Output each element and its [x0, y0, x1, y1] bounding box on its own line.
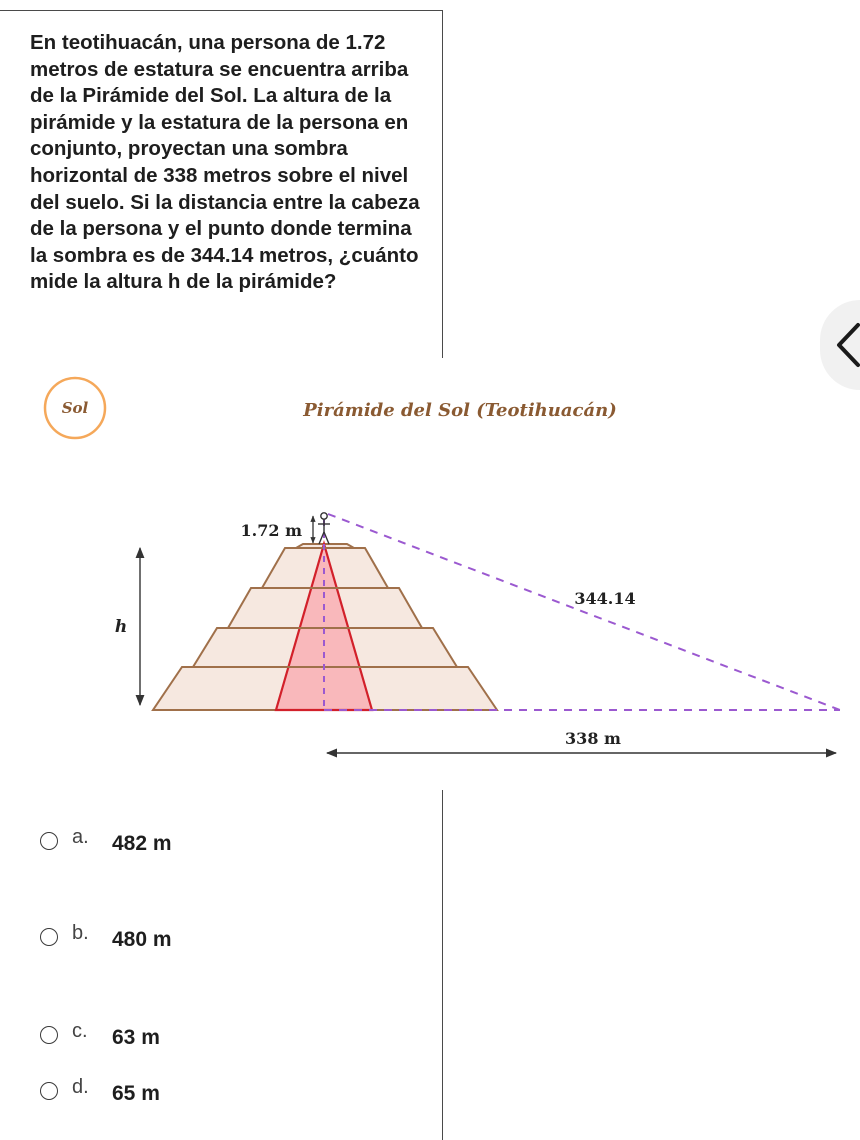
option-d[interactable]: [40, 1070, 340, 1110]
question-frame-top-border: [0, 10, 442, 11]
hypotenuse-label: 344.14: [574, 589, 636, 608]
option-a[interactable]: [40, 820, 340, 860]
option-letter: d.: [72, 1076, 89, 1098]
answers-frame-right-border: [442, 790, 443, 1140]
option-text: 65 m: [112, 1082, 160, 1105]
question-text: En teotihuacán, una persona de 1.72 metros de estatura se encuentra arriba de la Pirámide del Sol. La altura de la pirámide y la estatura de la persona en conjunto, proyectan una sombra horizontal de 338 metros sobre el nivel del suelo. Si la distancia entre la cabeza de la persona y el punto donde termina la sombra es de 344.14 metros, ¿cuánto mide la altura h de la pirámide?: [30, 31, 420, 294]
radio-circle-icon[interactable]: [40, 1026, 58, 1044]
option-letter: b.: [72, 922, 89, 944]
option-letter: a.: [72, 826, 89, 848]
diagram-title: Pirámide del Sol (Teotihuacán): [303, 400, 617, 421]
person-height-label: 1.72 m: [240, 521, 302, 540]
option-text: 482 m: [112, 832, 172, 855]
question-frame-right-border: [442, 10, 443, 358]
radio-circle-icon[interactable]: [40, 832, 58, 850]
pyramid-height-label: h: [114, 617, 128, 637]
person-figure: [318, 513, 330, 544]
pyramid-diagram: [0, 360, 860, 770]
sun-label: Sol: [61, 399, 89, 417]
radio-circle-icon[interactable]: [40, 928, 58, 946]
option-b[interactable]: [40, 916, 340, 956]
option-text: 63 m: [112, 1026, 160, 1049]
option-text: 480 m: [112, 928, 172, 951]
option-c[interactable]: [40, 1014, 340, 1054]
shadow-length-label: 338 m: [565, 729, 621, 748]
radio-circle-icon[interactable]: [40, 1082, 58, 1100]
option-letter: c.: [72, 1020, 88, 1042]
